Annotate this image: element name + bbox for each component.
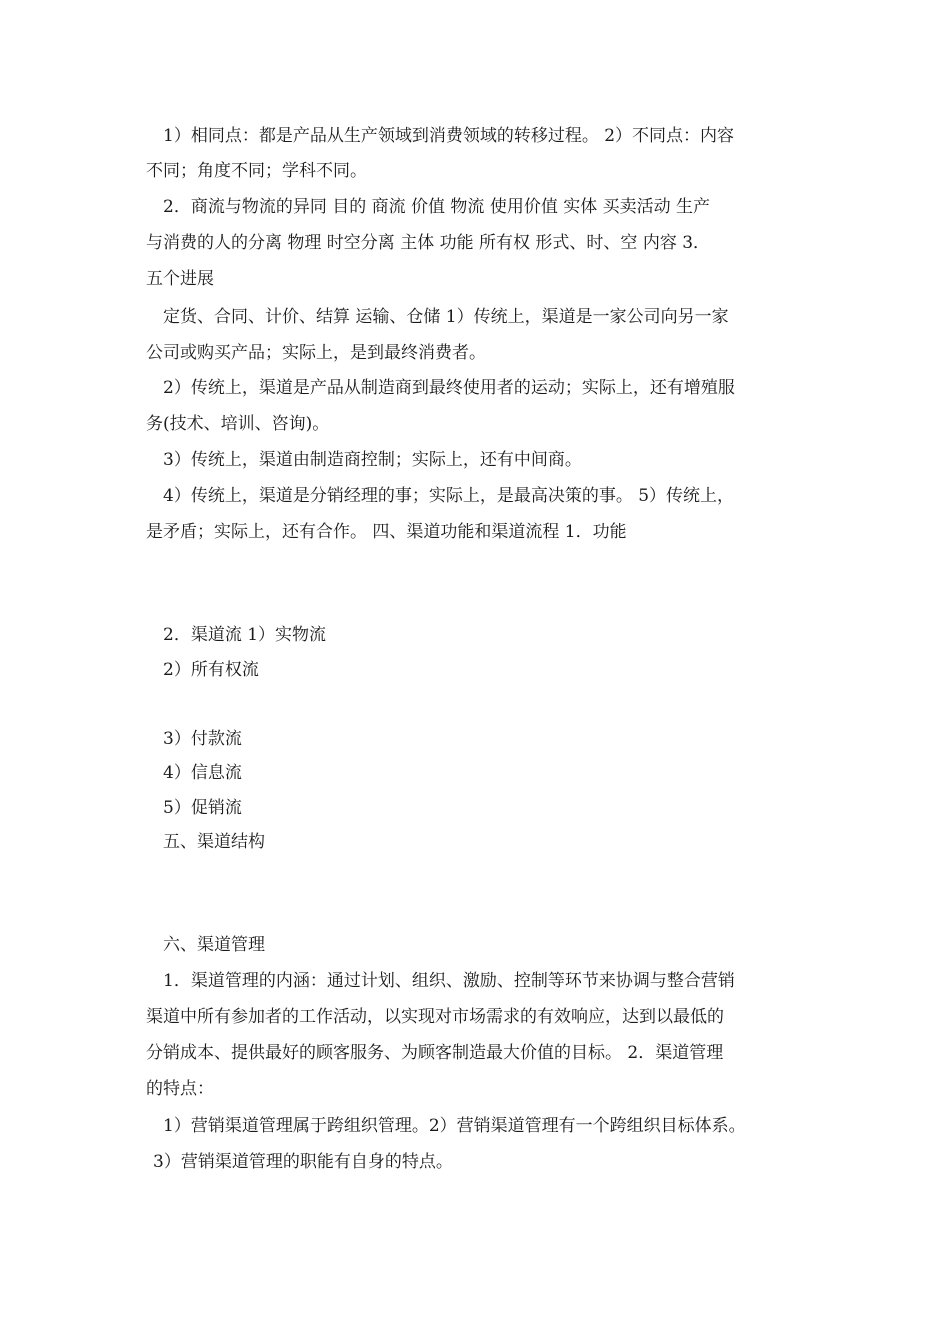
text-line: 不同；角度不同；学科不同。	[146, 161, 367, 181]
text-line: 2．商流与物流的异同 目的 商流 价值 物流 使用价值 实体 买卖活动 生产	[163, 197, 711, 217]
text-line: 定货、合同、计价、结算 运输、仓储 1）传统上，渠道是一家公司向另一家	[163, 307, 729, 327]
text-line: 3）营销渠道管理的职能有自身的特点。	[153, 1152, 453, 1172]
text-line: 1）营销渠道管理属于跨组织管理。2）营销渠道管理有一个跨组织目标体系。	[163, 1116, 746, 1136]
text-line: 六、渠道管理	[163, 935, 265, 955]
text-line: 1）相同点：都是产品从生产领域到消费领域的转移过程。 2）不同点：内容	[163, 126, 735, 146]
text-line: 4）传统上，渠道是分销经理的事；实际上，是最高决策的事。 5）传统上，	[163, 486, 735, 506]
text-line: 务(技术、培训、咨询)。	[146, 414, 330, 434]
text-line: 是矛盾；实际上，还有合作。 四、渠道功能和渠道流程 1．功能	[146, 522, 627, 542]
text-line: 3）传统上，渠道由制造商控制；实际上，还有中间商。	[163, 450, 582, 470]
text-line: 3）付款流	[163, 729, 242, 749]
text-line: 5）促销流	[163, 798, 242, 818]
text-line: 渠道中所有参加者的工作活动，以实现对市场需求的有效响应，达到以最低的	[146, 1007, 724, 1027]
text-line: 2）传统上，渠道是产品从制造商到最终使用者的运动；实际上，还有增殖服	[163, 378, 735, 398]
text-line: 公司或购买产品；实际上，是到最终消费者。	[146, 343, 486, 363]
text-line: 分销成本、提供最好的顾客服务、为顾客制造最大价值的目标。 2．渠道管理	[146, 1043, 724, 1063]
text-line: 与消费的人的分离 物理 时空分离 主体 功能 所有权 形式、时、空 内容 3．	[146, 233, 711, 253]
text-line: 1．渠道管理的内涵：通过计划、组织、激励、控制等环节来协调与整合营销	[163, 971, 735, 991]
text-line: 2．渠道流 1）实物流	[163, 625, 327, 645]
text-line: 五个进展	[146, 269, 214, 289]
text-line: 2）所有权流	[163, 660, 259, 680]
text-line: 的特点：	[146, 1079, 214, 1099]
text-line: 五、渠道结构	[163, 832, 265, 852]
text-line: 4）信息流	[163, 763, 242, 783]
